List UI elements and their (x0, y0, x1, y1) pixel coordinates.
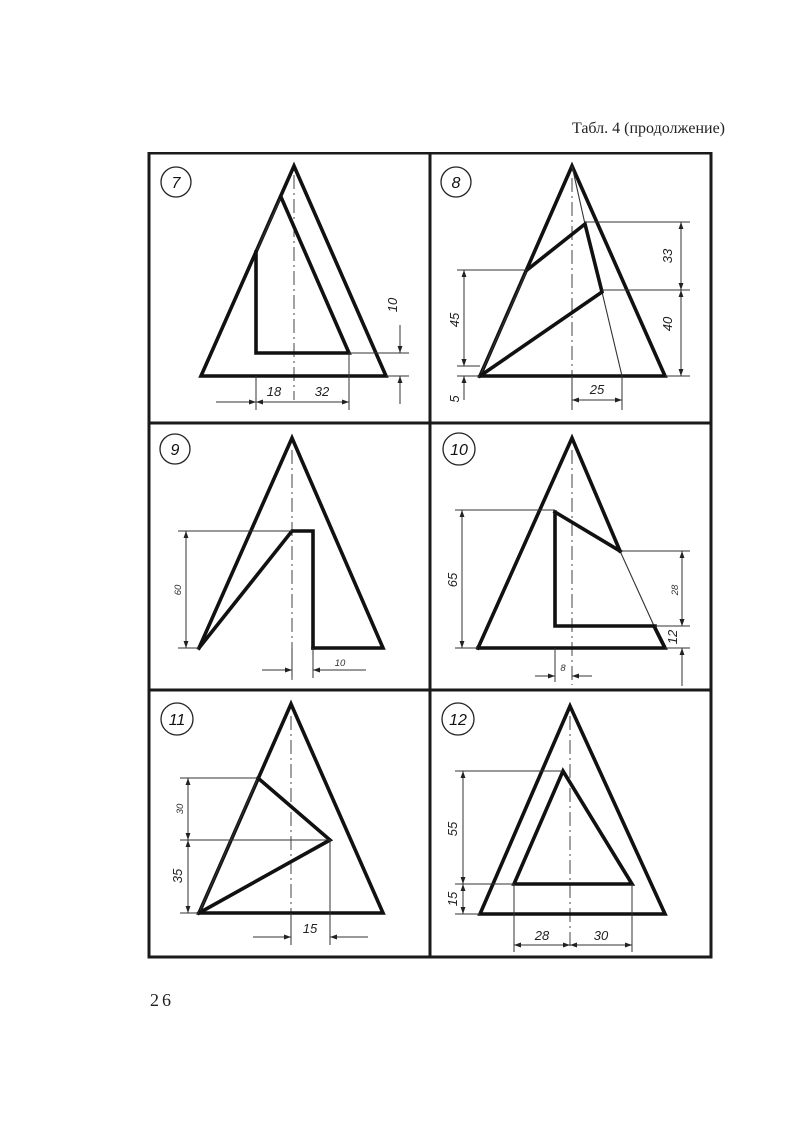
cell-number: 8 (451, 175, 461, 192)
cell-10 (443, 433, 690, 686)
dimension-lines (180, 778, 368, 945)
dim-label: 40 (660, 316, 675, 332)
dim-label: 32 (314, 384, 330, 399)
dim-label: 33 (660, 248, 675, 264)
cell-number: 9 (170, 442, 180, 459)
cell-number: 10 (450, 442, 468, 459)
cell-number-badge (161, 703, 193, 735)
pyramid-drawing (480, 706, 665, 950)
table-caption: Табл. 4 (продолжение) (571, 120, 725, 137)
dim-label: 18 (266, 384, 282, 399)
cell-number-badge (443, 433, 475, 465)
dimension-lines (178, 531, 366, 678)
dim-label: 25 (589, 382, 605, 397)
dim-label: 12 (665, 629, 680, 645)
cell-8 (441, 166, 690, 410)
dimension-lines (455, 771, 632, 952)
dim-label: 8 (560, 663, 566, 674)
dim-label: 55 (445, 821, 460, 837)
cell-number: 12 (449, 712, 467, 729)
cell-9 (160, 434, 383, 680)
dim-label: 65 (445, 572, 460, 588)
cell-number-badge (441, 167, 471, 197)
pyramid-drawing (478, 438, 665, 685)
cell-number: 11 (168, 712, 186, 729)
cell-number-badge (161, 167, 191, 197)
dim-label: 28 (534, 928, 550, 943)
page-number: 26 (150, 990, 174, 1010)
dim-label: 28 (670, 584, 681, 596)
dim-label: 30 (593, 928, 609, 943)
dim-label: 30 (175, 803, 186, 815)
dimension-lines (216, 325, 409, 410)
dim-label: 45 (447, 312, 462, 328)
cell-11 (161, 703, 383, 945)
cell-7 (161, 166, 409, 410)
pyramid-drawing (480, 166, 665, 400)
pyramid-drawing (199, 438, 383, 680)
drawing-sheet (147, 152, 713, 959)
dim-label: 15 (445, 891, 460, 907)
dim-label: 60 (173, 584, 184, 596)
pyramid-drawing (201, 166, 386, 400)
dim-label: 10 (334, 658, 346, 669)
cell-12 (442, 703, 665, 952)
dim-label: 35 (170, 868, 185, 884)
cell-number-badge (442, 703, 474, 735)
pyramid-drawing (199, 704, 383, 945)
cell-number-badge (160, 434, 190, 464)
dim-label: 15 (302, 921, 318, 936)
dim-label: 5 (447, 395, 462, 403)
cell-number: 7 (171, 175, 181, 192)
dimension-lines (457, 222, 690, 410)
dim-label: 10 (385, 297, 400, 313)
